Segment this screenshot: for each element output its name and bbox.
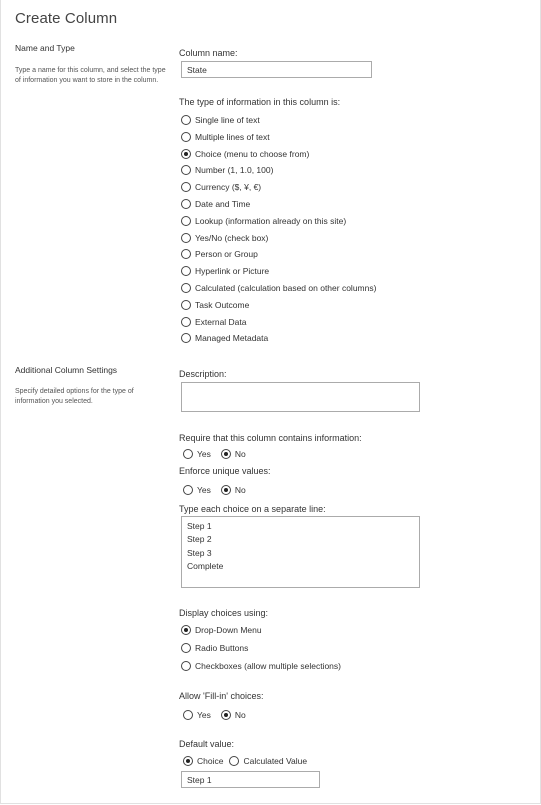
column-type-option[interactable] bbox=[181, 197, 250, 211]
column-name-label: Column name: bbox=[179, 48, 238, 58]
unique-no-label: No bbox=[234, 485, 246, 495]
default-choice-radio[interactable] bbox=[183, 756, 193, 766]
require-no-label: No bbox=[234, 449, 246, 459]
display-choice-option[interactable] bbox=[181, 659, 341, 673]
default-value-label: Default value: bbox=[179, 739, 235, 749]
column-type-label: Currency ($, ¥, €) bbox=[195, 182, 262, 193]
column-type-radio[interactable] bbox=[181, 317, 191, 327]
column-type-radio[interactable] bbox=[181, 165, 191, 175]
display-choice-radio[interactable] bbox=[181, 643, 191, 653]
fillin-no-radio[interactable] bbox=[221, 710, 231, 720]
column-type-label: Person or Group bbox=[195, 249, 258, 260]
column-type-option[interactable] bbox=[181, 281, 376, 295]
display-choice-radio[interactable] bbox=[181, 661, 191, 671]
require-yes-option[interactable] bbox=[183, 449, 211, 459]
unique-yes-radio[interactable] bbox=[183, 485, 193, 495]
display-choice-radio[interactable] bbox=[181, 625, 191, 635]
column-type-option[interactable] bbox=[181, 163, 273, 177]
fillin-yes-radio[interactable] bbox=[183, 710, 193, 720]
column-type-label: Number (1, 1.0, 100) bbox=[195, 165, 274, 176]
column-type-radio[interactable] bbox=[181, 132, 191, 142]
column-type-radio[interactable] bbox=[181, 333, 191, 343]
column-type-option[interactable] bbox=[181, 264, 269, 278]
page-title: Create Column bbox=[15, 10, 118, 27]
display-choice-option[interactable] bbox=[181, 623, 262, 637]
column-type-label: Single line of text bbox=[195, 115, 260, 125]
unique-yes-option[interactable] bbox=[183, 485, 211, 495]
column-type-option[interactable] bbox=[181, 147, 309, 161]
default-calculated-option[interactable] bbox=[229, 756, 307, 766]
section-description-additional-settings: Specify detailed options for the type of information you selected. bbox=[15, 388, 134, 405]
unique-no-option[interactable] bbox=[221, 485, 246, 495]
require-info-radio-group bbox=[183, 447, 256, 461]
display-choice-label: Checkboxes (allow multiple selections) bbox=[195, 661, 341, 671]
default-choice-label: Choice bbox=[197, 756, 224, 766]
type-label: The type of information in this column is: bbox=[179, 97, 341, 107]
unique-values-radio-group bbox=[183, 483, 256, 497]
choices-label: Type each choice on a separate line: bbox=[179, 504, 326, 514]
column-type-radio[interactable] bbox=[181, 300, 191, 310]
column-type-label: Task Outcome bbox=[195, 299, 250, 310]
section-title-additional-settings: Additional Column Settings bbox=[15, 365, 118, 375]
default-value-input[interactable] bbox=[181, 771, 320, 788]
column-type-option[interactable] bbox=[181, 231, 268, 245]
fillin-yes-label: Yes bbox=[197, 710, 211, 720]
fillin-radio-group bbox=[183, 708, 256, 722]
column-type-option[interactable] bbox=[181, 214, 346, 228]
column-type-label: Yes/No (check box) bbox=[195, 232, 269, 243]
column-type-radio[interactable] bbox=[181, 283, 191, 293]
column-type-radio[interactable] bbox=[181, 233, 191, 243]
column-type-option[interactable] bbox=[181, 247, 258, 261]
column-type-radio[interactable] bbox=[181, 115, 191, 125]
column-type-radio[interactable] bbox=[181, 216, 191, 226]
fillin-yes-option[interactable] bbox=[183, 710, 211, 720]
display-choice-label: Drop-Down Menu bbox=[195, 625, 262, 635]
section-description-name-type: Type a name for this column, and select the type of information you want to store in the column. bbox=[15, 67, 166, 84]
default-calculated-radio[interactable] bbox=[229, 756, 239, 766]
column-type-radio[interactable] bbox=[181, 199, 191, 209]
column-type-label: Date and Time bbox=[195, 199, 251, 209]
column-type-label: Hyperlink or Picture bbox=[195, 266, 270, 277]
require-yes-label: Yes bbox=[197, 449, 211, 459]
column-type-radio[interactable] bbox=[181, 149, 191, 159]
display-choice-label: Radio Buttons bbox=[195, 643, 249, 653]
fillin-no-option[interactable] bbox=[221, 710, 246, 720]
column-type-option[interactable] bbox=[181, 331, 268, 345]
fillin-label: Allow 'Fill-in' choices: bbox=[179, 691, 264, 701]
description-textarea[interactable] bbox=[181, 382, 420, 412]
fillin-no-label: No bbox=[234, 710, 246, 720]
column-type-option[interactable] bbox=[181, 113, 260, 127]
unique-no-radio[interactable] bbox=[221, 485, 231, 495]
column-type-option[interactable] bbox=[181, 130, 270, 144]
unique-yes-label: Yes bbox=[197, 485, 211, 495]
display-choice-option[interactable] bbox=[181, 641, 248, 655]
column-type-label: External Data bbox=[195, 316, 247, 327]
default-choice-option[interactable] bbox=[183, 756, 223, 766]
section-title-name-type: Name and Type bbox=[15, 43, 75, 53]
column-type-radio[interactable] bbox=[181, 182, 191, 192]
require-info-label: Require that this column contains information: bbox=[179, 433, 362, 443]
default-calculated-label: Calculated Value bbox=[243, 756, 308, 766]
require-yes-radio[interactable] bbox=[183, 449, 193, 459]
default-value-radio-group bbox=[183, 754, 317, 768]
column-type-label: Multiple lines of text bbox=[195, 131, 270, 142]
display-choices-label: Display choices using: bbox=[179, 608, 269, 618]
description-label: Description: bbox=[179, 369, 227, 379]
unique-values-label: Enforce unique values: bbox=[179, 466, 271, 476]
column-type-option[interactable] bbox=[181, 180, 261, 194]
require-no-radio[interactable] bbox=[221, 449, 231, 459]
column-type-label: Calculated (calculation based on other columns) bbox=[195, 283, 377, 293]
column-type-radio[interactable] bbox=[181, 249, 191, 259]
choices-textarea[interactable] bbox=[181, 516, 420, 588]
column-type-radio[interactable] bbox=[181, 266, 191, 276]
column-name-input[interactable] bbox=[181, 61, 372, 78]
column-type-label: Choice (menu to choose from) bbox=[195, 148, 310, 159]
column-type-option[interactable] bbox=[181, 298, 249, 312]
column-type-label: Lookup (information already on this site) bbox=[195, 215, 347, 226]
column-type-label: Managed Metadata bbox=[195, 333, 269, 344]
require-no-option[interactable] bbox=[221, 449, 246, 459]
column-type-option[interactable] bbox=[181, 315, 247, 329]
